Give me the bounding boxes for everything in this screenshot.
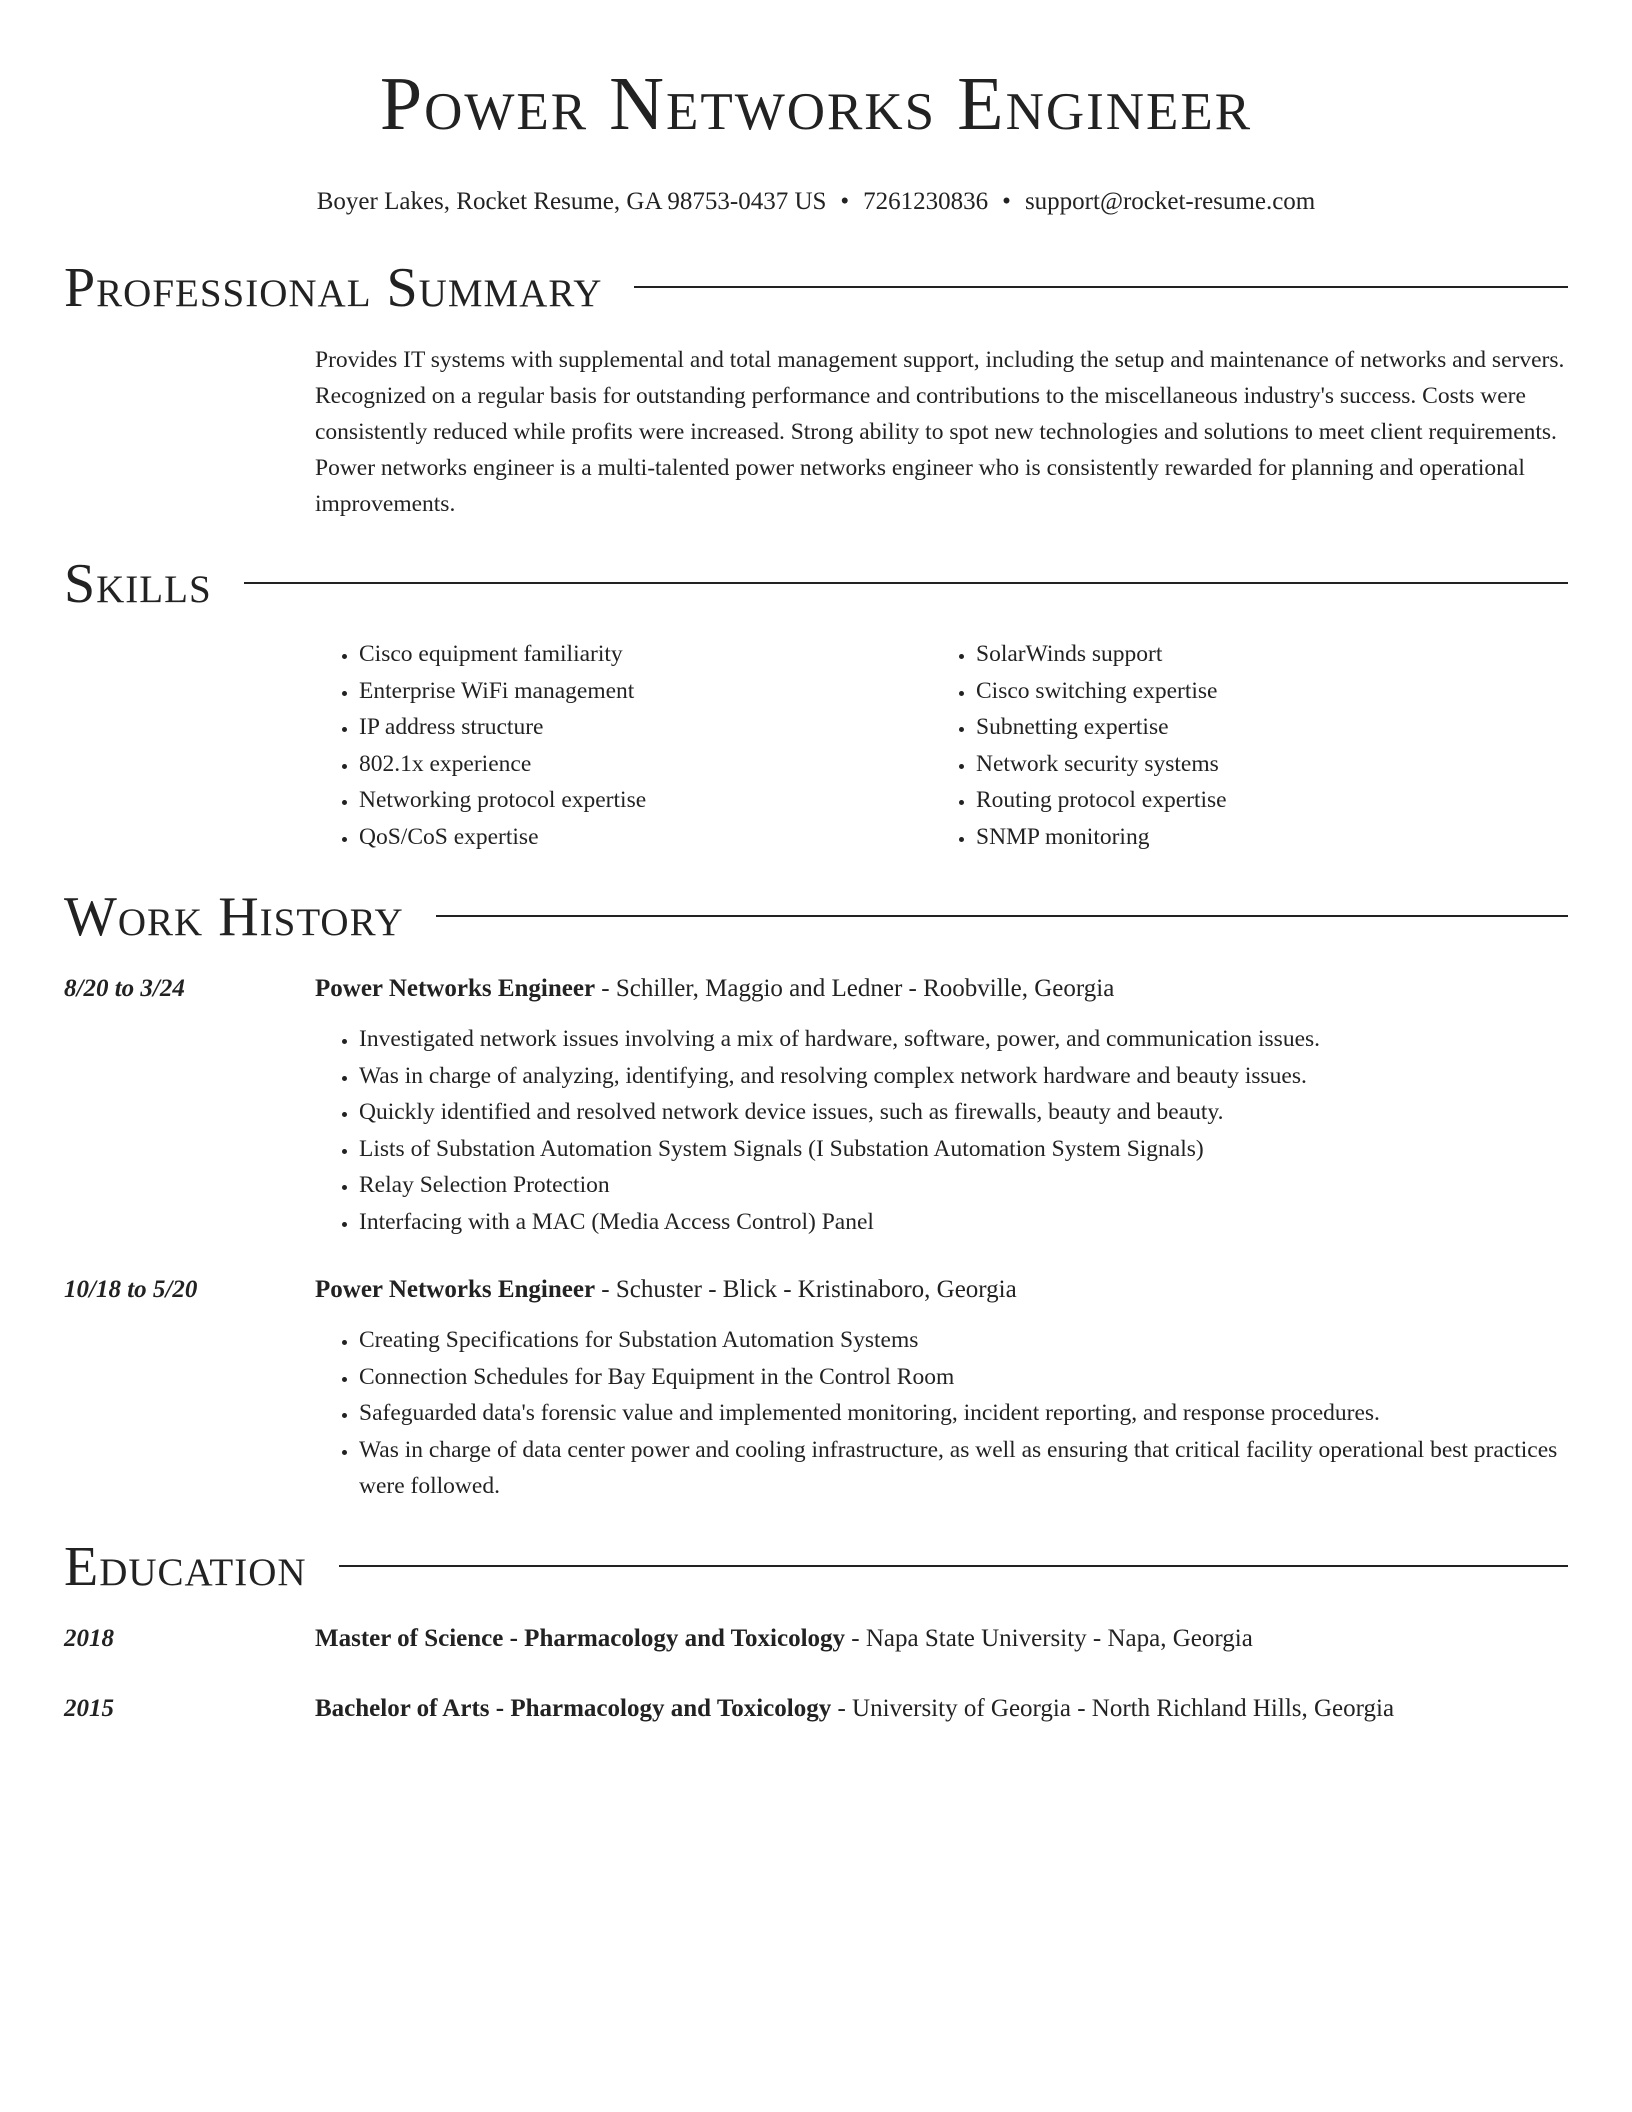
skills-section-header xyxy=(64,552,1568,616)
job-bullet: • Lists of Substation Automation System Signals (I Substation Automation System Signals) xyxy=(359,1131,1568,1168)
education-line xyxy=(315,1691,1394,1727)
job-body xyxy=(315,971,1568,1240)
summary-section-title: Professional Summary xyxy=(64,257,603,319)
job-bullet: • Creating Specifications for Substation Automation Systems xyxy=(359,1322,1568,1359)
job-details: - Schiller, Maggio and Ledner - Roobville, Georgia xyxy=(595,975,1115,1002)
skill-item: • SNMP monitoring xyxy=(976,819,1549,856)
education-entry xyxy=(64,1691,1568,1727)
contact-separator: • xyxy=(1002,188,1011,215)
job-bullet: • Investigated network issues involving a mix of hardware, software, power, and communication issues. xyxy=(359,1021,1568,1058)
skill-item: • Subnetting expertise xyxy=(976,709,1549,746)
job-body xyxy=(315,1272,1568,1505)
contact-address: Boyer Lakes, Rocket Resume, GA 98753-0437 US xyxy=(316,188,827,215)
skill-item: • Network security systems xyxy=(976,746,1549,783)
education-year: 2018 xyxy=(64,1624,114,1652)
skill-item: • 802.1x experience xyxy=(359,746,932,783)
job-bullet: • Quickly identified and resolved network device issues, such as firewalls, beauty and beauty. xyxy=(359,1094,1568,1131)
skill-item: • IP address structure xyxy=(359,709,932,746)
skills-list xyxy=(315,636,1568,855)
contact-email: support@rocket-resume.com xyxy=(1024,188,1316,215)
job-title-line xyxy=(315,1272,1568,1308)
skills-column-left xyxy=(315,636,932,855)
contact-separator: • xyxy=(840,188,850,215)
education-school: - University of Georgia - North Richland Hills, Georgia xyxy=(831,1694,1395,1722)
section-divider xyxy=(436,915,1568,917)
skill-item: • QoS/CoS expertise xyxy=(359,819,932,856)
education-degree: Bachelor of Arts - Pharmacology and Toxicology xyxy=(315,1694,832,1722)
job-title-line xyxy=(315,971,1568,1007)
skill-item: • Enterprise WiFi management xyxy=(359,673,932,710)
skill-item: • Networking protocol expertise xyxy=(359,782,932,819)
skill-item: • Cisco switching expertise xyxy=(976,673,1549,710)
job-bullet: • Relay Selection Protection xyxy=(359,1167,1568,1204)
job-dates: 8/20 to 3/24 xyxy=(64,975,185,1002)
work-section-header xyxy=(64,885,1568,949)
job-bullets xyxy=(315,1322,1568,1505)
education-entry xyxy=(64,1621,1568,1657)
skills-column-right xyxy=(932,636,1549,855)
education-school: - Napa State University - Napa, Georgia xyxy=(845,1624,1253,1652)
job-dates: 10/18 to 5/20 xyxy=(64,1276,198,1303)
job-details: - Schuster - Blick - Kristinaboro, Georgia xyxy=(595,1276,1017,1303)
job-bullets xyxy=(315,1021,1568,1240)
skill-item: • Routing protocol expertise xyxy=(976,782,1549,819)
education-year: 2015 xyxy=(64,1694,114,1722)
job-bullet: • Connection Schedules for Bay Equipment in the Control Room xyxy=(359,1359,1568,1396)
job-bullet: • Interfacing with a MAC (Media Access Control) Panel xyxy=(359,1204,1568,1241)
skill-item: • SolarWinds support xyxy=(976,636,1549,673)
resume-name: Power Networks Engineer xyxy=(379,62,1253,146)
education-section-header xyxy=(64,1535,1568,1599)
summary-text: Provides IT systems with supplemental and total management support, including the setup and maintenance of networks and servers. Recognized on a regular basis for outstanding performance and contributions to the miscellaneous industry's success. Costs were consistently reduced while profits were increased. Strong ability to spot new technologies and solutions to meet client requirements. Power networks engineer is a multi-talented power networks engineer who is consistently rewarded for planning and operational improvements. xyxy=(315,347,1565,517)
summary-section-header xyxy=(64,256,1568,320)
section-divider xyxy=(244,582,1568,584)
section-divider xyxy=(634,286,1568,288)
contact-phone: 7261230836 xyxy=(863,188,989,215)
contact-line xyxy=(64,186,1568,218)
education-section-title: Education xyxy=(64,1535,307,1598)
job-bullet: • Was in charge of analyzing, identifying, and resolving complex network hardware and beauty issues. xyxy=(359,1058,1568,1095)
resume-page xyxy=(64,0,1568,1727)
section-divider xyxy=(339,1565,1568,1567)
education-line xyxy=(315,1621,1253,1657)
job-entry xyxy=(64,971,1568,1240)
job-role: Power Networks Engineer xyxy=(315,1276,596,1303)
job-bullet: • Was in charge of data center power and cooling infrastructure, as well as ensuring that critical facility operational best practices were followed. xyxy=(359,1432,1568,1505)
job-role: Power Networks Engineer xyxy=(315,975,596,1002)
job-entry xyxy=(64,1272,1568,1505)
education-degree: Master of Science - Pharmacology and Toxicology xyxy=(315,1624,846,1652)
job-bullet: • Safeguarded data's forensic value and implemented monitoring, incident reporting, and response procedures. xyxy=(359,1395,1568,1432)
skills-section-title: Skills xyxy=(64,553,212,615)
skill-item: • Cisco equipment familiarity xyxy=(359,636,932,673)
work-section-title: Work History xyxy=(64,886,404,948)
